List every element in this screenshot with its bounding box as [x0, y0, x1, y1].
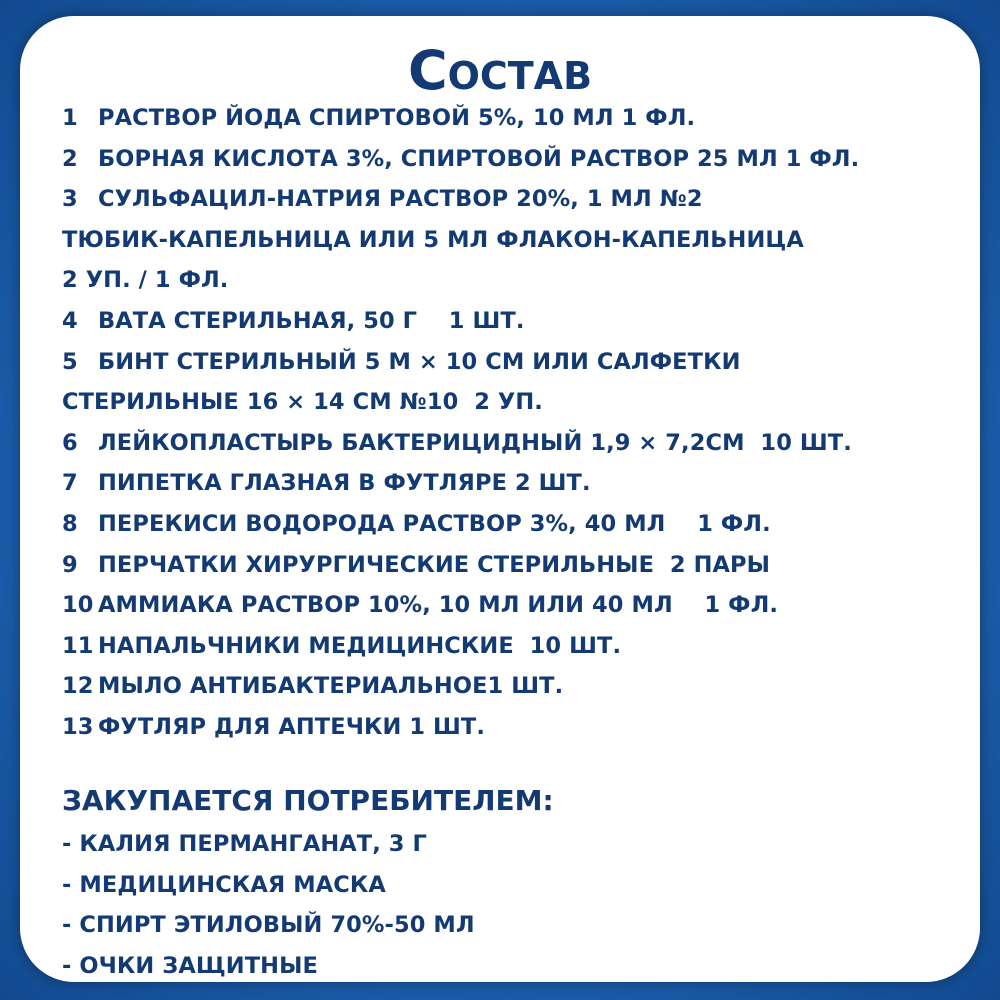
item-number: 5	[62, 348, 78, 375]
consumer-purchased-section	[62, 784, 962, 982]
page-title: Состав	[407, 39, 593, 102]
list-item	[62, 463, 977, 504]
list-item: - СПИРТ ЭТИЛОВЫЙ 70%-50 МЛ	[62, 912, 475, 938]
list-item: - КАЛИЯ ПЕРМАНГАНАТ, 3 Г	[62, 831, 427, 857]
list-item: - ОЧКИ ЗАЩИТНЫЕ	[62, 952, 318, 979]
list-item-continuation	[62, 260, 977, 301]
section-heading: ЗАКУПАЕТСЯ ПОТРЕБИТЕЛЕМ:	[62, 784, 554, 817]
item-text: НАПАЛЬЧНИКИ МЕДИЦИНСКИЕ 10 ШТ.	[98, 632, 622, 659]
item-text: ТЮБИК-КАПЕЛЬНИЦА ИЛИ 5 МЛ ФЛАКОН-КАПЕЛЬНИЦА	[62, 226, 804, 253]
item-number: 12	[62, 673, 94, 700]
list-item	[62, 545, 977, 586]
list-item	[62, 423, 977, 464]
item-number: 3	[62, 186, 78, 213]
item-number: 1	[62, 105, 78, 131]
item-text: ФУТЛЯР ДЛЯ АПТЕЧКИ 1 ШТ.	[98, 713, 486, 740]
item-number: 13	[62, 713, 94, 740]
list-item	[62, 666, 977, 707]
purchased-list	[62, 824, 962, 982]
item-text: ПЕРЧАТКИ ХИРУРГИЧЕСКИЕ СТЕРИЛЬНЫЕ 2 ПАРЫ	[98, 551, 771, 578]
item-text: РАСТВОР ЙОДА СПИРТОВОЙ 5%, 10 МЛ 1 ФЛ.	[98, 105, 696, 131]
content-card	[20, 16, 980, 982]
list-item-continuation	[62, 382, 977, 423]
composition-list	[62, 98, 977, 748]
item-text: ВАТА СТЕРИЛЬНАЯ, 50 Г 1 ШТ.	[98, 307, 525, 334]
item-number: 4	[62, 307, 78, 334]
item-text: 2 УП. / 1 ФЛ.	[62, 267, 229, 294]
item-number: 10	[62, 592, 94, 619]
item-text: ЛЕЙКОПЛАСТЫРЬ БАКТЕРИЦИДНЫЙ 1,9 × 7,2СМ 10 ШТ.	[98, 429, 852, 456]
list-item	[62, 585, 977, 626]
item-text: СТЕРИЛЬНЫЕ 16 × 14 СМ №10 2 УП.	[62, 389, 543, 416]
list-item	[62, 707, 977, 748]
item-number: 11	[62, 632, 94, 659]
list-item	[62, 301, 977, 342]
list-item: - МЕДИЦИНСКАЯ МАСКА	[62, 871, 386, 898]
item-number: 7	[62, 470, 78, 497]
item-number: 9	[62, 551, 78, 578]
list-item	[62, 342, 977, 383]
item-number: 6	[62, 429, 78, 456]
item-number: 2	[62, 145, 78, 172]
item-text: БИНТ СТЕРИЛЬНЫЙ 5 М × 10 СМ ИЛИ САЛФЕТКИ	[98, 348, 741, 375]
item-text: ПИПЕТКА ГЛАЗНАЯ В ФУТЛЯРЕ 2 ШТ.	[98, 470, 591, 497]
list-item	[62, 504, 977, 545]
item-text: МЫЛО АНТИБАКТЕРИАЛЬНОЕ1 ШТ.	[98, 673, 564, 700]
list-item-continuation	[62, 220, 977, 261]
item-text: СУЛЬФАЦИЛ-НАТРИЯ РАСТВОР 20%, 1 МЛ №2	[98, 186, 703, 213]
list-item	[62, 139, 977, 180]
item-number: 8	[62, 510, 78, 537]
list-item	[62, 626, 977, 667]
list-item	[62, 179, 977, 220]
item-text: АММИАКА РАСТВОР 10%, 10 МЛ ИЛИ 40 МЛ 1 ФЛ.	[98, 592, 779, 619]
item-text: ПЕРЕКИСИ ВОДОРОДА РАСТВОР 3%, 40 МЛ 1 ФЛ.	[98, 510, 771, 537]
item-text: БОРНАЯ КИСЛОТА 3%, СПИРТОВОЙ РАСТВОР 25 МЛ 1 ФЛ.	[98, 145, 860, 172]
list-item	[62, 98, 977, 139]
